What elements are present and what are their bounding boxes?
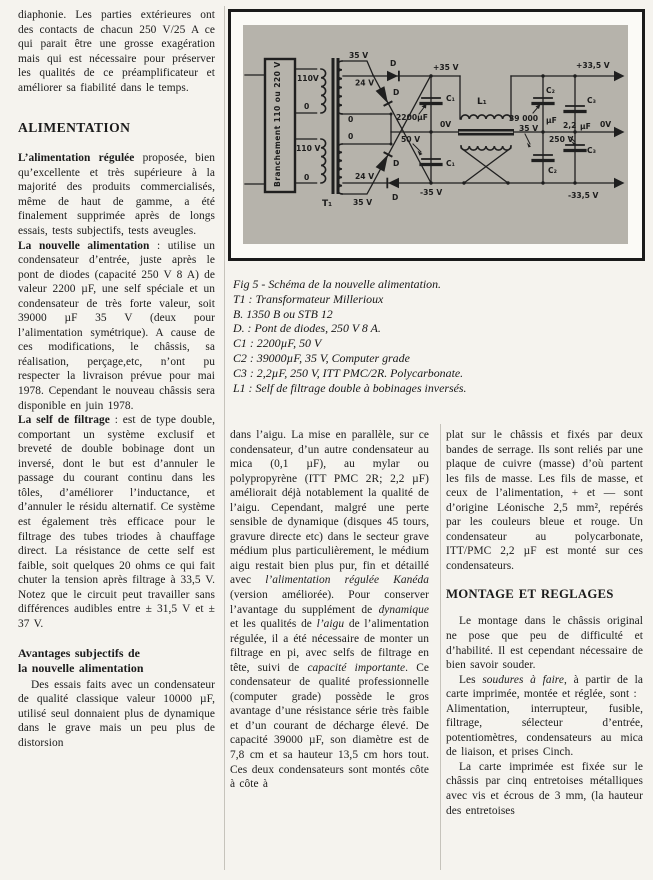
arrow-zero-rail	[614, 127, 625, 137]
caption-line-fig5: Fig 5 - Schéma de la nouvelle alimentation.	[233, 277, 442, 291]
rail-minus-335v-label: -33,5 V	[568, 191, 599, 200]
diode-diagonal-lower	[376, 155, 388, 172]
value-uf-label: µF	[546, 116, 557, 125]
heading-alimentation: ALIMENTATION	[18, 120, 131, 136]
paragraph-aigu	[230, 428, 429, 792]
secondary-35v-top-label: 35 V	[349, 51, 369, 60]
text-run: Les	[459, 673, 483, 686]
text-run: proposée, bien qu’excellente et très supérieure à la majorité des produits commercialisés, même de haut de gamme, a été finalement supprimée après de longs essais, tests subjectifs, tests aveugles.	[18, 152, 215, 238]
paragraph-alimentation-regulee	[18, 151, 215, 238]
left-column	[18, 8, 215, 750]
value-250v-label: 250 V	[549, 135, 574, 144]
diode-top	[387, 71, 398, 82]
heading-line: la nouvelle alimentation	[18, 660, 144, 675]
diode-d-label: D	[392, 193, 399, 202]
paragraph-essais: Des essais faits avec un condensateur de qualité classique valeur 10000 µF, utilisé seul donnaient plus de dynamique dans le grave mais un peu plus de distorsion	[18, 678, 215, 749]
paragraph-liste-soudures: Alimentation, interrupteur, fusible, filtrage, sélecteur d’entrée, potentiomètres, condensateurs au mica de liaison, et prises Cinch.	[446, 702, 643, 759]
column-rule-middle	[440, 424, 441, 870]
branchement-label: Branchement 110 ou 220 V	[273, 61, 282, 187]
text-run: dans l’aigu. La mise en parallèle, sur ce condensateur, d’un autre condensateur au mica (0,1 µF), au mylar ou polypropyrène (ITT PMC 2R; 2,2 µF) améliorait déjà notablement la qualité de l’aigu. Cependant, malgré une perte sensible de dynamique (disques 45 tours, gravure directe etc) dans le secteur grave médium plus particulièrement, le médium aigu restait bien plus pur, fin et détaillé avec	[230, 429, 429, 587]
paragraph-carte-imprimee: La carte imprimée est fixée sur le châssis par cinq entretoises métalliques avec vis et écrous de 3 mm, (la hauteur des entretoises	[446, 760, 643, 817]
italic-run: capacité importante	[307, 661, 406, 674]
bold-lead: La nouvelle alimentation	[18, 239, 150, 252]
value-35v-label: 35 V	[519, 124, 539, 133]
column-rule-left	[224, 6, 225, 870]
middle-column	[230, 428, 429, 792]
text-run: : est de type double, comportant un système exclusif et breveté de double bobinage dont un inversé, dont le but est d’annuler le passage du courant continu dans les tôles, d’améliorer l’inductance, et d’annuler le résidu alternatif. Ce système est également très efficace pour le filtrage des tubes triodes à chauffage direct. La résistance de cette self est faible, soit quelques 20 ohms ce qui fait chuter la tension après filtrage à 33,5 V. Notez que le circuit peut travailler sans différences audibles entre ± 31,5 V et ± 37 V.	[18, 414, 215, 630]
paragraph-soudures	[446, 673, 643, 702]
primary-0-bottom-label: 0	[304, 173, 310, 182]
text-run: : utilise un condensateur d’entrée, juste après le pont de diodes (capacité 250 V 8 A) de valeur 2200 µF, une self spéciale et un condensateur de très forte valeur, soit 39000 µF 35 V (deux pour l’alimentation symétrique). A cause de ces modifications, le châssis, sa réalisation, perçage,etc, n’ont pu respecter la livraison prévue pour mai 1978. Cependant le nouveau châssis sera disponible en juin 1978.	[18, 239, 215, 412]
paragraph-self-filtrage	[18, 413, 215, 631]
text-run: et les qualités de	[230, 618, 317, 631]
transformer-t1-label: T₁	[322, 199, 333, 209]
bold-lead: L’alimentation régulée	[18, 152, 135, 165]
text-run: , à partir de la carte imprimée, montée et réglée, sont :	[446, 673, 643, 701]
text-run: (version améliorée). Pour conserver l’avantage du supplément de	[230, 589, 429, 616]
heading-montage-reglages: MONTAGE ET REGLAGES	[446, 587, 614, 602]
italic-run: l’alimentation régulée Kanéda	[265, 574, 429, 587]
rail-plus-35v-label: +35 V	[433, 63, 459, 72]
text-run: de l’alimentation régulée, il a été nécessaire de monter un filtrage en pi, avec selfs de filtrage en tête, suivi de	[230, 618, 429, 674]
inductor-l1-label: L₁	[477, 97, 487, 107]
diode-diagonal-upper	[376, 86, 388, 103]
right-column	[446, 428, 643, 818]
value-uf-label: µF	[580, 122, 591, 131]
rail-plus-335v-label: +33,5 V	[576, 61, 610, 70]
secondary-0-top-label: 0	[348, 115, 354, 124]
rail-minus-35v-label: -35 V	[420, 188, 443, 197]
cap-c1-top-label: C₁	[446, 94, 455, 103]
schematic-photo	[243, 25, 628, 244]
caption-line-l1: L1 : Self de filtrage double à bobinages inversés.	[233, 380, 467, 395]
value-2200uf-label: 2200µF	[396, 113, 428, 122]
diode-d-label: D	[393, 159, 400, 168]
paragraph-nouvelle-alimentation	[18, 239, 215, 414]
caption-line-b: B. 1350 B ou STB 12	[233, 306, 333, 321]
power-supply-schematic	[243, 25, 628, 244]
diode-bottom	[388, 178, 399, 189]
caption-line-t1: T1 : Transformateur Millerioux	[233, 291, 384, 306]
figure-caption	[233, 277, 585, 395]
value-50v-label: 50 V	[401, 135, 421, 144]
secondary-0-bottom-label: 0	[348, 132, 354, 141]
caption-line-c1: C1 : 2200µF, 50 V	[233, 336, 322, 351]
arrow-plus-rail	[614, 71, 625, 81]
italic-run: dynamique	[378, 603, 429, 616]
heading-avantages	[18, 646, 215, 675]
caption-line-c2: C2 : 39000µF, 35 V, Computer grade	[233, 350, 410, 365]
paragraph-montage-condensateurs: plat sur le châssis et fixés par deux bandes de serrage. Ils sont reliés par une plaque de cuivre (masse) d’où partent les fils de masse. Les fils de masse, et ceux de l’alimentation, + et — sont d’origine Léonische 2,5 mm², repérés par les couleurs bleue et rouge. Un condensateur au polycarbonate, ITT/PMC 2,2 µF est monté sur ces condensateurs.	[446, 429, 643, 572]
italic-run: l’aigu	[316, 618, 345, 631]
diode-d-label: D	[390, 59, 397, 68]
caption-line-d: D. : Pont de diodes, 250 V 8 A.	[233, 321, 381, 336]
text-run: . Ce condensateur de qualité professionnelle (computer grade) possède le gros avantage d’une résistance série très faible et d’un courant de décharge élevé. De capacité 39000 µF, son diamètre est de 7,8 cm et sa hauteur 13,5 cm hors tout. Ces deux condensateurs sont montés côte à côte à	[230, 661, 429, 791]
bold-lead: La self de filtrage	[18, 414, 110, 427]
schematic-labels	[273, 51, 611, 209]
caption-line-c3: C3 : 2,2µF, 250 V, ITT PMC/2R. Polycarbonate.	[233, 365, 464, 380]
cap-c1-bottom-label: C₁	[446, 159, 455, 168]
diode-d-label: D	[393, 88, 400, 97]
secondary-35v-bottom-label: 35 V	[353, 198, 373, 207]
cap-c2-top-label: C₂	[546, 86, 555, 95]
paragraph-montage-chassis: Le montage dans le châssis original ne pose que peu de difficulté et d’habilité. Il est cependant nécessaire de bien savoir souder.	[446, 615, 643, 672]
rail-0v-left-label: 0V	[440, 120, 452, 129]
value-2-2-label: 2,2	[563, 121, 577, 130]
cap-c3-top-label: C₃	[587, 96, 596, 105]
secondary-24v-top-label: 24 V	[355, 78, 375, 88]
paragraph-diaphonie: diaphonie. Les parties extérieures ont des contacts de chacun 250 V/25 A ce qui parait être une grosse exagération mais qui est nécessaire pour préserver les qualités de ce préamplificateur et améliorer sa fiabilité dans le temps.	[18, 9, 215, 94]
cap-c2-bottom-label: C₂	[548, 166, 557, 175]
primary-110v-bottom-label: 110 V	[296, 144, 321, 153]
primary-0-top-label: 0	[304, 102, 310, 111]
italic-run: soudures à faire	[482, 673, 564, 686]
cap-c3-bottom-label: C₃	[587, 146, 596, 155]
arrow-minus-rail	[614, 178, 625, 188]
value-39000-label: 39 000	[509, 114, 539, 123]
rail-0v-right-label: 0V	[600, 120, 612, 129]
figure-photo-frame	[228, 9, 645, 261]
secondary-24v-bottom-label: 24 V	[355, 172, 375, 181]
primary-110v-top-label: 110V	[297, 74, 319, 83]
heading-line: Avantages subjectifs de	[18, 646, 140, 661]
